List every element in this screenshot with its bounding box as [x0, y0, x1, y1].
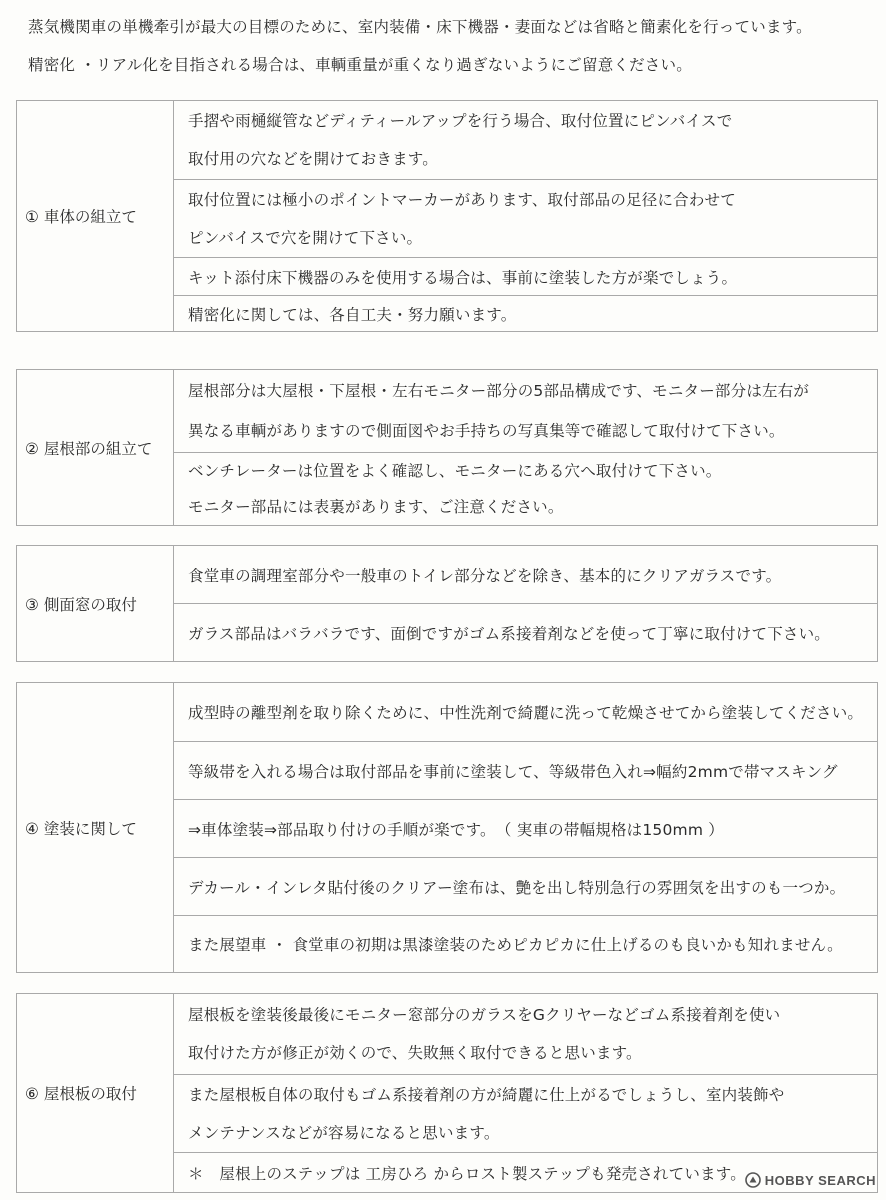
table-row — [174, 915, 877, 972]
hobby-search-logo-icon — [745, 1172, 761, 1188]
row-text: 手摺や雨樋縦管などディティールアップを行う場合、取付位置にピンバイスで — [188, 112, 733, 130]
table-row — [174, 857, 877, 915]
table-row — [174, 994, 877, 1074]
table-row — [174, 101, 877, 179]
table-row — [174, 683, 877, 741]
section-title: ① 車体の組立て — [17, 101, 174, 331]
section-body-assembly — [16, 100, 878, 332]
table-row — [174, 257, 877, 295]
section-roof-board — [16, 993, 878, 1193]
row-text: 取付位置には極小のポイントマーカーがあります、取付部品の足径に合わせて — [188, 190, 736, 209]
row-text: 成型時の離型剤を取り除くために、中性洗剤で綺麗に洗って乾燥させてから塗装してください。 — [188, 704, 864, 722]
section-painting — [16, 682, 878, 973]
row-text: モニター部品には表裏があります、ご注意ください。 — [188, 498, 564, 516]
row-text: メンテナンスなどが容易になると思います。 — [188, 1123, 500, 1142]
row-text: ＊ 屋根上のステップは 工房ひろ からロスト製ステップも発売されています。 — [188, 1164, 746, 1183]
table-row — [174, 370, 877, 452]
intro-line-2: 精密化 ・リアル化を目指される場合は、車輌重量が重くなり過ぎないようにご留意ください。 — [28, 56, 692, 74]
row-text: 等級帯を入れる場合は取付部品を事前に塗装して、等級帯色入れ⇒幅約2mmで帯マスキング — [188, 762, 838, 781]
table-row — [174, 179, 877, 257]
row-text: デカール・インレタ貼付後のクリアー塗布は、艶を出し特別急行の雰囲気を出すのも一つか。 — [188, 878, 846, 897]
row-text: 精密化に関しては、各自工夫・努力願います。 — [188, 305, 517, 324]
row-text: また展望車 ・ 食堂車の初期は黒漆塗装のためピカピカに仕上げるのも良いかも知れません。 — [188, 936, 843, 954]
intro-line-1: 蒸気機関車の単機牽引が最大の目標のために、室内装備・床下機器・妻面などは省略と簡素化を行っています。 — [28, 18, 812, 36]
row-text: 屋根板を塗装後最後にモニター窓部分のガラスをGクリヤーなどゴム系接着剤を使い — [188, 1006, 781, 1024]
row-text: ガラス部品はバラバラです、面倒ですがゴム系接着剤などを使って丁寧に取付けて下さい。 — [188, 624, 830, 643]
section-roof-assembly — [16, 369, 878, 526]
table-row — [174, 546, 877, 603]
table-row — [174, 799, 877, 857]
row-text: 食堂車の調理室部分や一般車のトイレ部分などを除き、基本的にクリアガラスです。 — [188, 566, 782, 585]
row-text: ベンチレーターは位置をよく確認し、モニターにある穴へ取付けて下さい。 — [188, 462, 722, 480]
intro-notes — [28, 8, 878, 84]
row-text: 取付用の穴などを開けておきます。 — [188, 150, 438, 168]
section-side-windows — [16, 545, 878, 662]
row-text: ⇒車体塗装⇒部品取り付けの手順が楽です。 （ 実車の帯幅規格は150mm ） — [188, 820, 724, 839]
row-text: キット添付床下機器のみを使用する場合は、事前に塗装した方が楽でしょう。 — [188, 268, 738, 287]
section-title: ⑥ 屋根板の取付 — [17, 994, 174, 1192]
table-row — [174, 603, 877, 661]
section-title: ② 屋根部の組立て — [17, 370, 174, 525]
table-row — [174, 741, 877, 799]
row-text: 屋根部分は大屋根・下屋根・左右モニター部分の5部品構成です、モニター部分は左右が — [188, 382, 810, 400]
watermark-text: HOBBY SEARCH — [764, 1172, 876, 1188]
section-title: ③ 側面窓の取付 — [17, 546, 174, 661]
section-title: ④ 塗装に関して — [17, 683, 174, 972]
table-row — [174, 295, 877, 331]
row-text: 異なる車輌がありますので側面図やお手持ちの写真集等で確認して取付けて下さい。 — [188, 422, 785, 440]
row-text: ピンバイスで穴を開けて下さい。 — [188, 228, 423, 247]
table-row — [174, 452, 877, 525]
row-text: また屋根板自体の取付もゴム系接着剤の方が綺麗に仕上がるでしょうし、室内装飾や — [188, 1085, 785, 1104]
row-text: 取付けた方が修正が効くので、失敗無く取付できると思います。 — [188, 1044, 642, 1062]
hobby-search-watermark — [745, 1172, 876, 1188]
table-row — [174, 1074, 877, 1152]
